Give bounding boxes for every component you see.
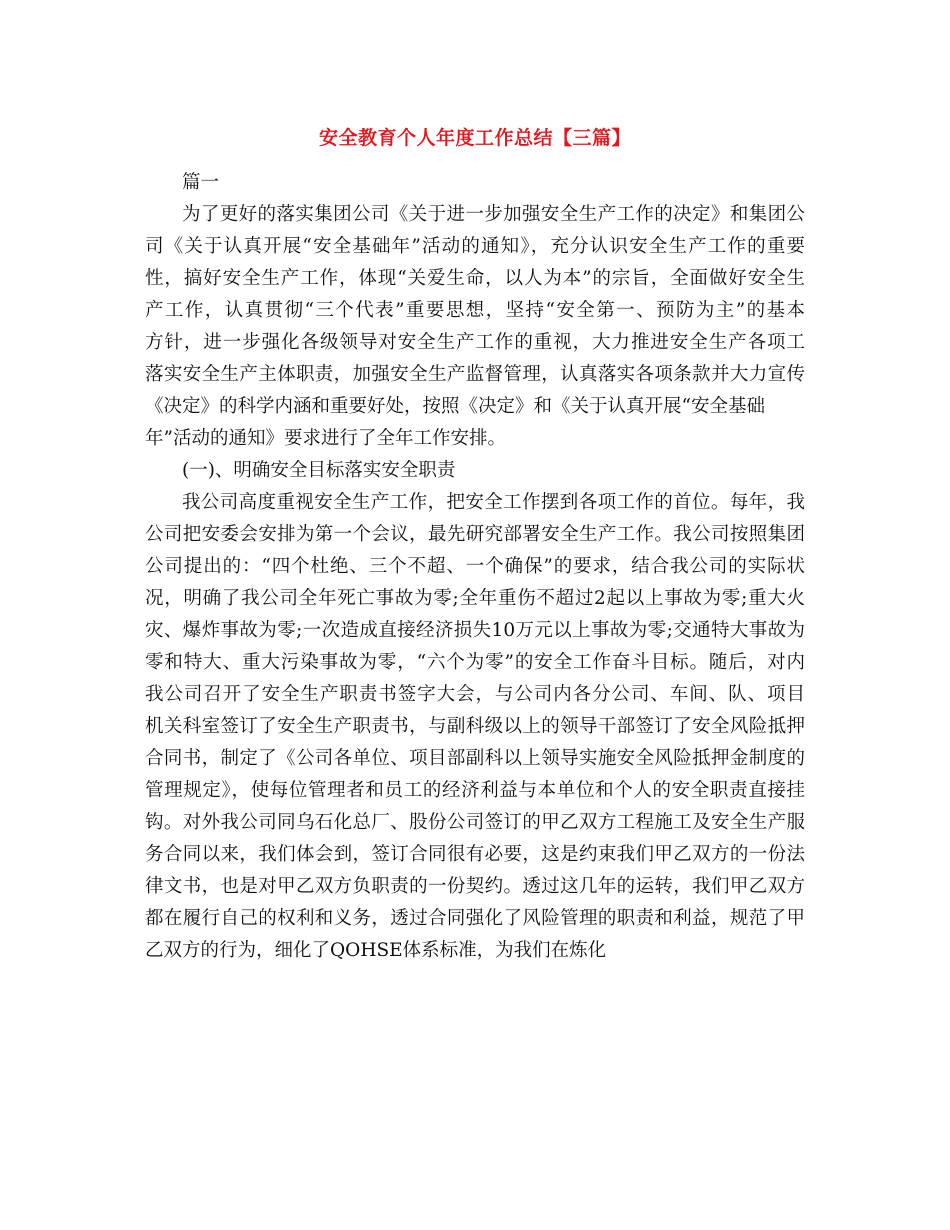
body-line: 我公司召开了安全生产职责书签字大会，与公司内各分公司、车间、队、项目 bbox=[145, 684, 805, 705]
body-line: 钩。对外我公司同乌石化总厂、股份公司签订的甲乙双方工程施工及安全生产服 bbox=[145, 812, 805, 833]
body-line: 况，明确了我公司全年死亡事故为零;全年重伤不超过2起以上事故为零;重大火 bbox=[145, 588, 805, 609]
document-title: 安全教育个人年度工作总结【三篇】 bbox=[318, 127, 631, 149]
body-line: 性，搞好安全生产工作，体现“关爱生命，以人为本”的宗旨，全面做好安全生 bbox=[145, 268, 805, 289]
body-line: 公司提出的：“四个杜绝、三个不超、一个确保”的要求，结合我公司的实际状 bbox=[145, 556, 805, 577]
body-line: 产工作，认真贯彻“三个代表”重要思想，坚持“安全第一、预防为主”的基本 bbox=[145, 300, 805, 321]
body-line: 机关科室签订了安全生产职责书，与副科级以上的领导干部签订了安全风险抵押 bbox=[145, 716, 805, 737]
body-line: 零和特大、重大污染事故为零，“六个为零”的安全工作奋斗目标。随后，对内 bbox=[145, 652, 805, 673]
body-line: 司《关于认真开展“安全基础年”活动的通知》，充分认识安全生产工作的重要 bbox=[145, 236, 805, 257]
body-line: 合同书，制定了《公司各单位、项目部副科以上领导实施安全风险抵押金制度的 bbox=[145, 748, 805, 769]
body-line: 都在履行自己的权利和义务，透过合同强化了风险管理的职责和利益，规范了甲 bbox=[145, 908, 805, 929]
body-line: (一)、明确安全目标落实安全职责 bbox=[182, 460, 456, 481]
body-line: 年”活动的通知》要求进行了全年工作安排。 bbox=[145, 428, 506, 449]
body-line: 落实安全生产主体职责，加强安全生产监督管理，认真落实各项条款并大力宣传 bbox=[145, 364, 805, 385]
body-line: 方针，进一步强化各级领导对安全生产工作的重视，大力推进安全生产各项工 bbox=[145, 332, 805, 353]
body-line: 管理规定》，使每位管理者和员工的经济利益与本单位和个人的安全职责直接挂 bbox=[145, 780, 805, 801]
body-line: 公司把安委会安排为第一个会议，最先研究部署安全生产工作。我公司按照集团 bbox=[145, 524, 805, 545]
body-line: 务合同以来，我们体会到，签订合同很有必要，这是约束我们甲乙双方的一份法 bbox=[145, 844, 805, 865]
document-body bbox=[145, 167, 805, 967]
body-line: 灾、爆炸事故为零;一次造成直接经济损失10万元以上事故为零;交通特大事故为 bbox=[145, 620, 805, 641]
body-line: 《决定》的科学内涵和重要好处，按照《决定》和《关于认真开展“安全基础 bbox=[145, 396, 765, 417]
body-line: 篇一 bbox=[182, 172, 220, 193]
body-line: 为了更好的落实集团公司《关于进一步加强安全生产工作的决定》和集团公 bbox=[182, 204, 805, 225]
body-line: 我公司高度重视安全生产工作，把安全工作摆到各项工作的首位。每年，我 bbox=[182, 492, 805, 513]
body-line: 乙双方的行为，细化了QOHSE体系标准，为我们在炼化 bbox=[145, 940, 607, 961]
body-line: 律文书，也是对甲乙双方负职责的一份契约。透过这几年的运转，我们甲乙双方 bbox=[145, 876, 805, 897]
